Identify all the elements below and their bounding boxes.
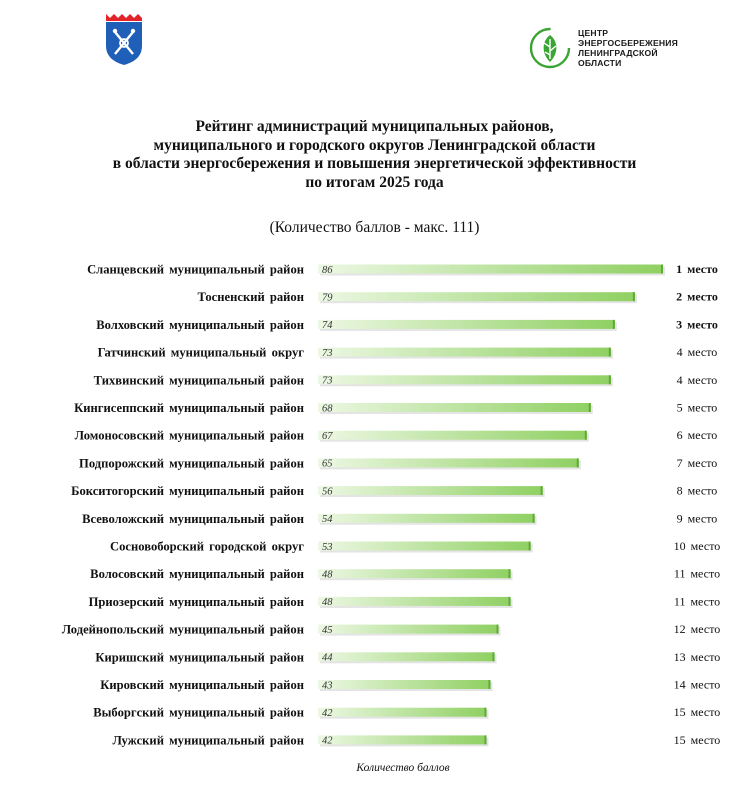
place-label: 11 место	[673, 566, 721, 581]
org-name-line: ЦЕНТР	[578, 28, 609, 38]
data-label: 53	[322, 541, 333, 553]
data-label: 43	[322, 680, 333, 692]
category-label: Лодейнопольский муниципальный район	[61, 622, 304, 637]
bar	[318, 320, 615, 332]
data-label: 48	[322, 569, 333, 581]
category-label: Выборгский муниципальный район	[93, 705, 304, 720]
place-label: 12 место	[673, 622, 721, 637]
category-label: Сосновоборский городской округ	[110, 539, 304, 554]
bar-end	[489, 680, 491, 689]
bar	[318, 292, 635, 301]
place-label: 1 место	[676, 262, 718, 276]
bar	[318, 597, 511, 609]
category-label: Волосовский муниципальный район	[90, 567, 304, 582]
data-label: 56	[322, 486, 333, 498]
bar	[318, 708, 486, 717]
data-label: 65	[322, 458, 333, 470]
bar	[318, 735, 486, 744]
data-label: 67	[322, 431, 333, 442]
bar-end	[609, 348, 611, 357]
data-label: 79	[322, 292, 333, 304]
bar	[318, 486, 543, 498]
bar-end	[484, 735, 486, 744]
bar-end	[533, 514, 535, 523]
bar	[318, 403, 591, 415]
data-label: 73	[322, 347, 333, 359]
category-label: Бокситогорский муниципальный район	[71, 484, 304, 499]
org-name-line: ОБЛАСТИ	[578, 58, 622, 68]
bar-end	[541, 486, 543, 495]
place-label: 5 место	[676, 400, 718, 415]
bar-end	[633, 292, 635, 301]
bar	[318, 375, 611, 384]
category-label: Ломоносовский муниципальный район	[74, 428, 304, 443]
data-label: 42	[322, 735, 333, 747]
bar	[318, 569, 511, 578]
bar-end	[493, 652, 495, 661]
category-label: Киришский муниципальный район	[95, 650, 304, 665]
category-label: Лужский муниципальный район	[112, 733, 304, 748]
place-label: 9 место	[676, 511, 718, 526]
bar-end	[577, 458, 579, 467]
place-label: 15 место	[673, 705, 721, 720]
place-label: 13 место	[673, 649, 721, 664]
data-label: 68	[322, 403, 333, 415]
bar	[318, 431, 587, 440]
bar	[318, 458, 579, 467]
bar	[318, 625, 499, 634]
bar	[318, 542, 531, 551]
category-label: Подпорожский муниципальный район	[79, 456, 304, 471]
bar-end	[484, 708, 486, 717]
bar-end	[529, 542, 531, 551]
place-label: 15 место	[673, 732, 721, 747]
bar	[318, 652, 495, 661]
category-label: Приозерский муниципальный район	[88, 594, 304, 609]
data-label: 73	[322, 375, 333, 387]
place-label: 4 место	[676, 345, 718, 360]
data-label: 45	[322, 624, 333, 636]
x-axis-label: Количество баллов	[356, 762, 450, 774]
place-label: 8 место	[676, 483, 718, 498]
category-label: Тихвинский муниципальный район	[93, 373, 304, 388]
bar-end	[497, 625, 499, 634]
bar	[318, 348, 611, 357]
category-label: Тосненский район	[197, 290, 304, 305]
bar-end	[509, 569, 511, 578]
data-label: 86	[322, 264, 333, 276]
category-label: Всеволожский муниципальный район	[82, 511, 304, 526]
data-label: 54	[322, 514, 333, 526]
place-label: 7 место	[676, 455, 718, 470]
chart-title-line: по итогам 2025 года	[305, 173, 444, 191]
data-label: 44	[322, 652, 333, 664]
chart-title-line: Рейтинг администраций муниципальных районов,	[195, 118, 554, 135]
bar-end	[585, 431, 587, 440]
chart-title-line: муниципального и городского округов Ленинградской области	[153, 136, 596, 154]
place-label: 3 место	[676, 317, 718, 332]
org-name-line: ЭНЕРГОСБЕРЕЖЕНИЯ	[578, 38, 679, 48]
category-label: Кингисеппский муниципальный район	[74, 401, 304, 415]
bar-end	[661, 265, 663, 274]
bar	[318, 514, 535, 526]
bar-end	[589, 403, 591, 412]
data-label: 74	[322, 320, 333, 332]
category-label: Волховский муниципальный район	[96, 317, 304, 332]
place-label: 6 место	[676, 428, 718, 443]
place-label: 10 место	[673, 539, 721, 553]
category-label: Гатчинский муниципальный округ	[97, 345, 304, 360]
place-label: 2 место	[676, 289, 718, 304]
data-label: 48	[322, 597, 333, 609]
category-label: Сланцевский муниципальный район	[87, 262, 304, 277]
org-name-line: ЛЕНИНГРАДСКОЙ	[578, 48, 658, 58]
bar-end	[509, 597, 511, 606]
bar	[318, 680, 491, 692]
bar-end	[613, 320, 615, 329]
data-label: 42	[322, 708, 333, 719]
category-label: Кировский муниципальный район	[100, 678, 304, 692]
place-label: 11 место	[673, 594, 721, 609]
bar-end	[609, 375, 611, 384]
chart-title-line: в области энергосбережения и повышения энергетической эффективности	[112, 155, 637, 172]
bar	[318, 265, 663, 274]
chart-subtitle: (Количество баллов - макс. 111)	[269, 219, 480, 236]
place-label: 4 место	[676, 372, 718, 387]
place-label: 14 место	[673, 677, 721, 692]
